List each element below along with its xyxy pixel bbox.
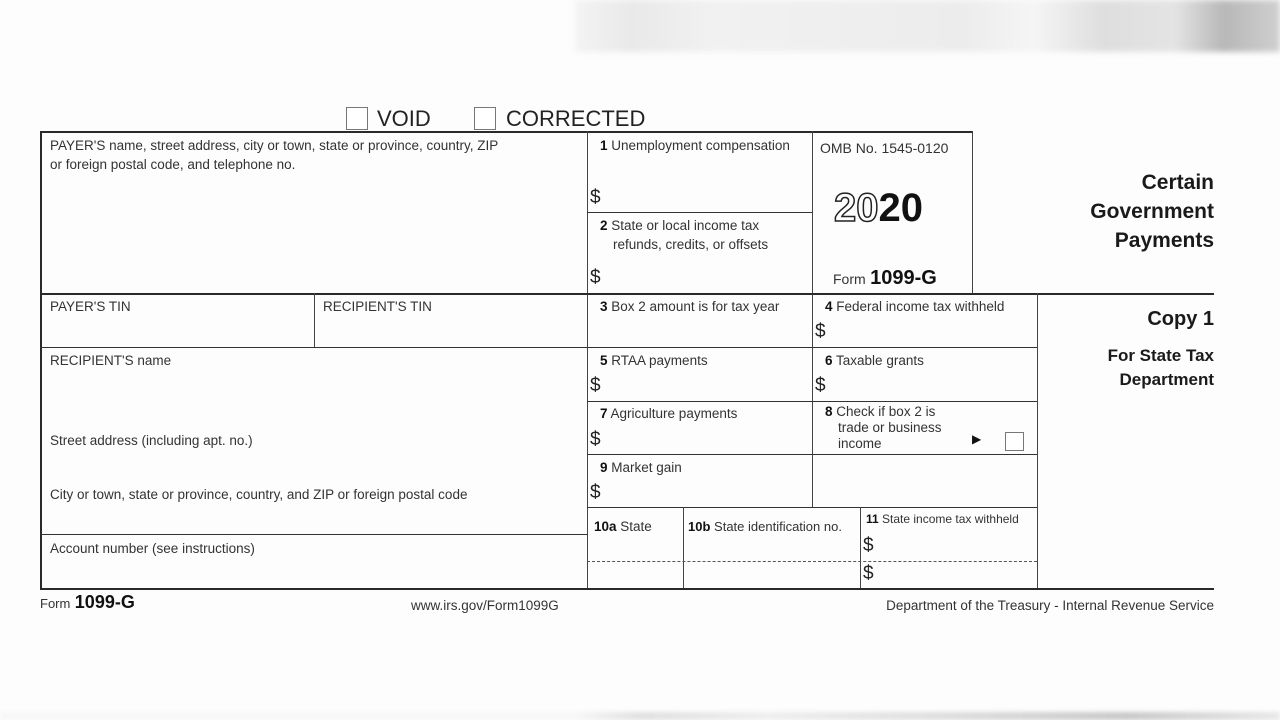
divider-mid bbox=[812, 131, 813, 507]
void-label: VOID bbox=[377, 106, 431, 131]
blurred-background-bottom bbox=[0, 712, 1280, 720]
form-top-border bbox=[40, 131, 973, 133]
box10a-label: 10a State bbox=[594, 519, 652, 534]
row-recipient-top bbox=[40, 347, 1037, 348]
box9-label: 9 Market gain bbox=[600, 460, 682, 475]
box4-amount-field[interactable]: $ bbox=[815, 321, 826, 342]
divider-tin bbox=[314, 293, 315, 347]
omb-number: OMB No. 1545-0120 bbox=[820, 140, 949, 156]
corrected-label: CORRECTED bbox=[506, 106, 646, 131]
copy-label: Copy 1 bbox=[1147, 308, 1214, 330]
street-address-label: Street address (including apt. no.) bbox=[50, 433, 253, 448]
divider-10b-11 bbox=[860, 507, 861, 589]
box4-label: 4 Federal income tax withheld bbox=[825, 299, 1005, 314]
arrow-right-icon: ▶ bbox=[972, 432, 982, 446]
form-bottom-border bbox=[40, 588, 1214, 590]
form-title: Certain Government Payments bbox=[1090, 171, 1214, 252]
blurred-background-top bbox=[575, 0, 1280, 52]
payer-block-label-2: or foreign postal code, and telephone no. bbox=[50, 157, 296, 172]
box2-amount-field[interactable]: $ bbox=[590, 267, 601, 288]
box6-amount-field[interactable]: $ bbox=[815, 375, 826, 396]
form-id: Form 1099-G bbox=[833, 267, 937, 289]
box7-label: 7 Agriculture payments bbox=[600, 406, 738, 421]
void-checkbox[interactable] bbox=[346, 107, 368, 130]
copy-destination: For State Tax Department bbox=[1107, 346, 1214, 389]
payer-block-label-1: PAYER'S name, street address, city or town, state or province, country, ZIP bbox=[50, 138, 499, 153]
box6-label: 6 Taxable grants bbox=[825, 353, 924, 368]
divider-left-right bbox=[587, 131, 588, 589]
box8-label: 8 Check if box 2 is trade or business income bbox=[825, 404, 942, 451]
row-7-top bbox=[587, 401, 1037, 402]
box1-bottom bbox=[587, 212, 812, 213]
box11-amount-field-2[interactable]: $ bbox=[863, 563, 874, 584]
footer-url: www.irs.gov/Form1099G bbox=[411, 598, 559, 613]
corrected-checkbox[interactable] bbox=[474, 107, 496, 130]
tax-year: 2020 bbox=[834, 186, 923, 230]
box3-label: 3 Box 2 amount is for tax year bbox=[600, 299, 780, 314]
box2-label-1: 2 State or local income tax bbox=[600, 218, 760, 233]
footer-agency: Department of the Treasury - Internal Revenue Service bbox=[886, 598, 1214, 613]
divider-omb-right bbox=[972, 131, 973, 293]
row-account-top bbox=[40, 534, 587, 535]
city-line-label: City or town, state or province, country, and ZIP or foreign postal code bbox=[50, 487, 468, 502]
box10b-label: 10b State identification no. bbox=[688, 519, 842, 534]
recipient-name-label: RECIPIENT'S name bbox=[50, 353, 172, 368]
row-10-top bbox=[587, 507, 1037, 508]
account-number-label: Account number (see instructions) bbox=[50, 541, 255, 556]
form-left-border bbox=[40, 131, 42, 589]
box11-amount-field-1[interactable]: $ bbox=[863, 535, 874, 556]
box5-label: 5 RTAA payments bbox=[600, 353, 708, 368]
box5-amount-field[interactable]: $ bbox=[590, 375, 601, 396]
box11-label: 11 State income tax withheld bbox=[866, 512, 1019, 526]
box8-checkbox[interactable] bbox=[1005, 432, 1024, 451]
divider-10a-10b bbox=[683, 507, 684, 589]
box2-label-2: refunds, credits, or offsets bbox=[613, 237, 769, 252]
state-row-dashed bbox=[587, 561, 1037, 562]
box7-amount-field[interactable]: $ bbox=[590, 429, 601, 450]
row-9-top bbox=[587, 454, 1037, 455]
box1-label: 1 Unemployment compensation bbox=[600, 138, 790, 153]
box9-amount-field[interactable]: $ bbox=[590, 482, 601, 503]
box1-amount-field[interactable]: $ bbox=[590, 187, 601, 208]
payer-tin-label: PAYER'S TIN bbox=[50, 299, 131, 314]
recipient-tin-label: RECIPIENT'S TIN bbox=[323, 299, 432, 314]
footer-form-id: Form 1099-G bbox=[40, 592, 135, 612]
divider-right-panel bbox=[1037, 293, 1038, 589]
